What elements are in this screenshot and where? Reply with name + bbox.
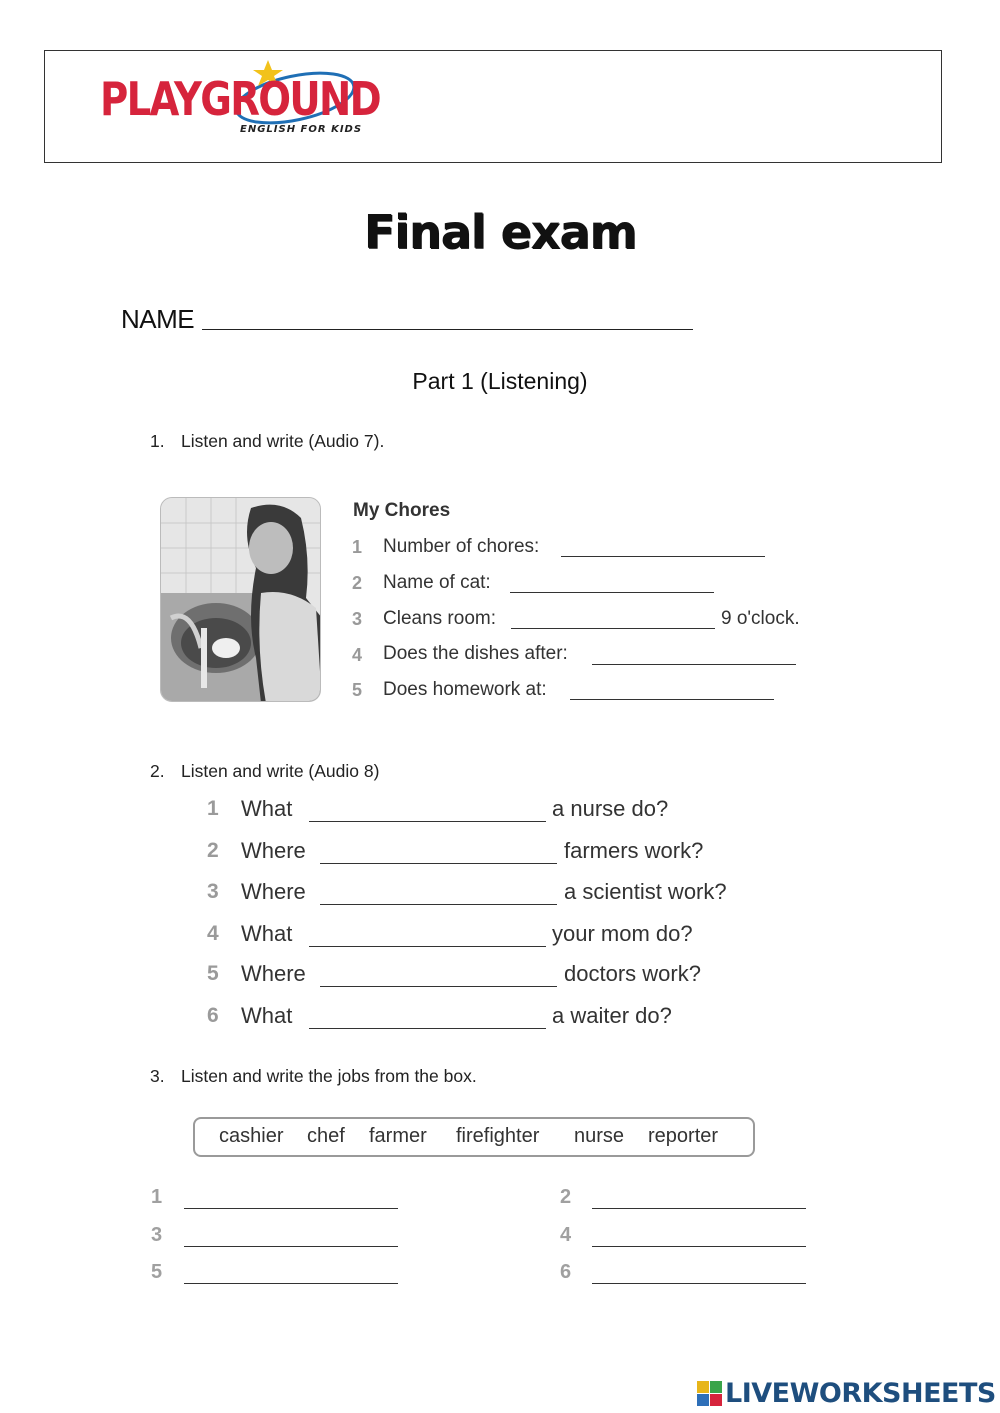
name-input-line[interactable] <box>202 329 693 330</box>
chore-item-number: 4 <box>352 645 363 665</box>
question-answer-line[interactable] <box>320 986 557 987</box>
question-2-number: 2. <box>150 761 165 781</box>
question-item-number: 1 <box>207 797 219 820</box>
chores-box-title: My Chores <box>353 500 451 521</box>
chore-item-label: Name of cat: <box>383 572 491 593</box>
question-answer-line[interactable] <box>320 863 557 864</box>
chore-item-label: Does the dishes after: <box>383 643 568 664</box>
question-item-suffix: doctors work? <box>564 961 701 986</box>
answer-number: 4 <box>560 1224 572 1246</box>
svg-text:PLAYGROUND: PLAYGROUND <box>100 72 380 126</box>
answer-number: 5 <box>151 1261 163 1283</box>
question-1-instruction: Listen and write (Audio 7). <box>181 431 385 451</box>
question-item-number: 2 <box>207 839 219 862</box>
chore-item-number: 5 <box>352 680 363 700</box>
answer-number: 1 <box>151 1186 163 1208</box>
question-answer-line[interactable] <box>320 904 557 905</box>
svg-text:ENGLISH FOR KIDS: ENGLISH FOR KIDS <box>240 124 363 135</box>
answer-line[interactable] <box>184 1246 398 1247</box>
word-bank-item: firefighter <box>456 1125 540 1147</box>
answer-number: 2 <box>560 1186 572 1208</box>
question-item-prefix: Where <box>241 879 306 904</box>
chore-item-suffix: 9 o'clock. <box>721 608 800 629</box>
chore-answer-line[interactable] <box>510 592 714 593</box>
question-item-suffix: farmers work? <box>564 838 704 863</box>
answer-number: 6 <box>560 1261 572 1283</box>
word-bank-item: nurse <box>574 1125 625 1147</box>
page-title: Final exam <box>363 205 637 259</box>
question-item-prefix: What <box>241 1003 293 1028</box>
chore-item-number: 2 <box>352 573 363 593</box>
word-bank-item: cashier <box>219 1125 284 1147</box>
question-item-prefix: What <box>241 921 293 946</box>
liveworksheets-brand: LIVEWORKSHEETS <box>725 1378 996 1409</box>
question-item-number: 6 <box>207 1004 219 1027</box>
question-item-prefix: Where <box>241 838 306 863</box>
chore-item-label: Number of chores: <box>383 536 540 557</box>
question-item-suffix: a waiter do? <box>552 1003 672 1028</box>
question-item-prefix: Where <box>241 961 306 986</box>
answer-line[interactable] <box>184 1283 398 1284</box>
chore-answer-line[interactable] <box>561 556 765 557</box>
chore-item-label: Does homework at: <box>383 679 547 700</box>
question-3-instruction: Listen and write the jobs from the box. <box>181 1066 477 1086</box>
word-bank-item: chef <box>307 1125 345 1147</box>
playground-logo <box>100 58 430 138</box>
question-2-instruction: Listen and write (Audio 8) <box>181 761 380 781</box>
chore-item-number: 3 <box>352 609 363 629</box>
question-item-number: 4 <box>207 922 219 945</box>
question-item-suffix: a scientist work? <box>564 879 727 904</box>
question-answer-line[interactable] <box>309 821 546 822</box>
answer-line[interactable] <box>592 1208 806 1209</box>
question-1-number: 1. <box>150 431 165 451</box>
answer-number: 3 <box>151 1224 163 1246</box>
question-item-suffix: a nurse do? <box>552 796 669 821</box>
chore-answer-line[interactable] <box>570 699 774 700</box>
chore-item-label: Cleans room: <box>383 608 496 629</box>
answer-line[interactable] <box>592 1246 806 1247</box>
question-item-prefix: What <box>241 796 293 821</box>
word-bank-item: reporter <box>648 1125 719 1147</box>
chore-answer-line[interactable] <box>511 628 715 629</box>
name-label: NAME <box>121 304 195 334</box>
answer-line[interactable] <box>184 1208 398 1209</box>
chore-item-number: 1 <box>352 537 363 557</box>
question-item-number: 3 <box>207 880 219 903</box>
question-item-suffix: your mom do? <box>552 921 693 946</box>
question-3-number: 3. <box>150 1066 165 1086</box>
word-bank-item: farmer <box>369 1125 427 1147</box>
girl-washing-dishes-photo <box>160 497 321 702</box>
question-answer-line[interactable] <box>309 946 546 947</box>
part-title: Part 1 (Listening) <box>412 368 588 394</box>
chore-answer-line[interactable] <box>592 664 796 665</box>
liveworksheets-icon <box>697 1381 723 1407</box>
question-item-number: 5 <box>207 962 219 985</box>
answer-line[interactable] <box>592 1283 806 1284</box>
question-answer-line[interactable] <box>309 1028 546 1029</box>
